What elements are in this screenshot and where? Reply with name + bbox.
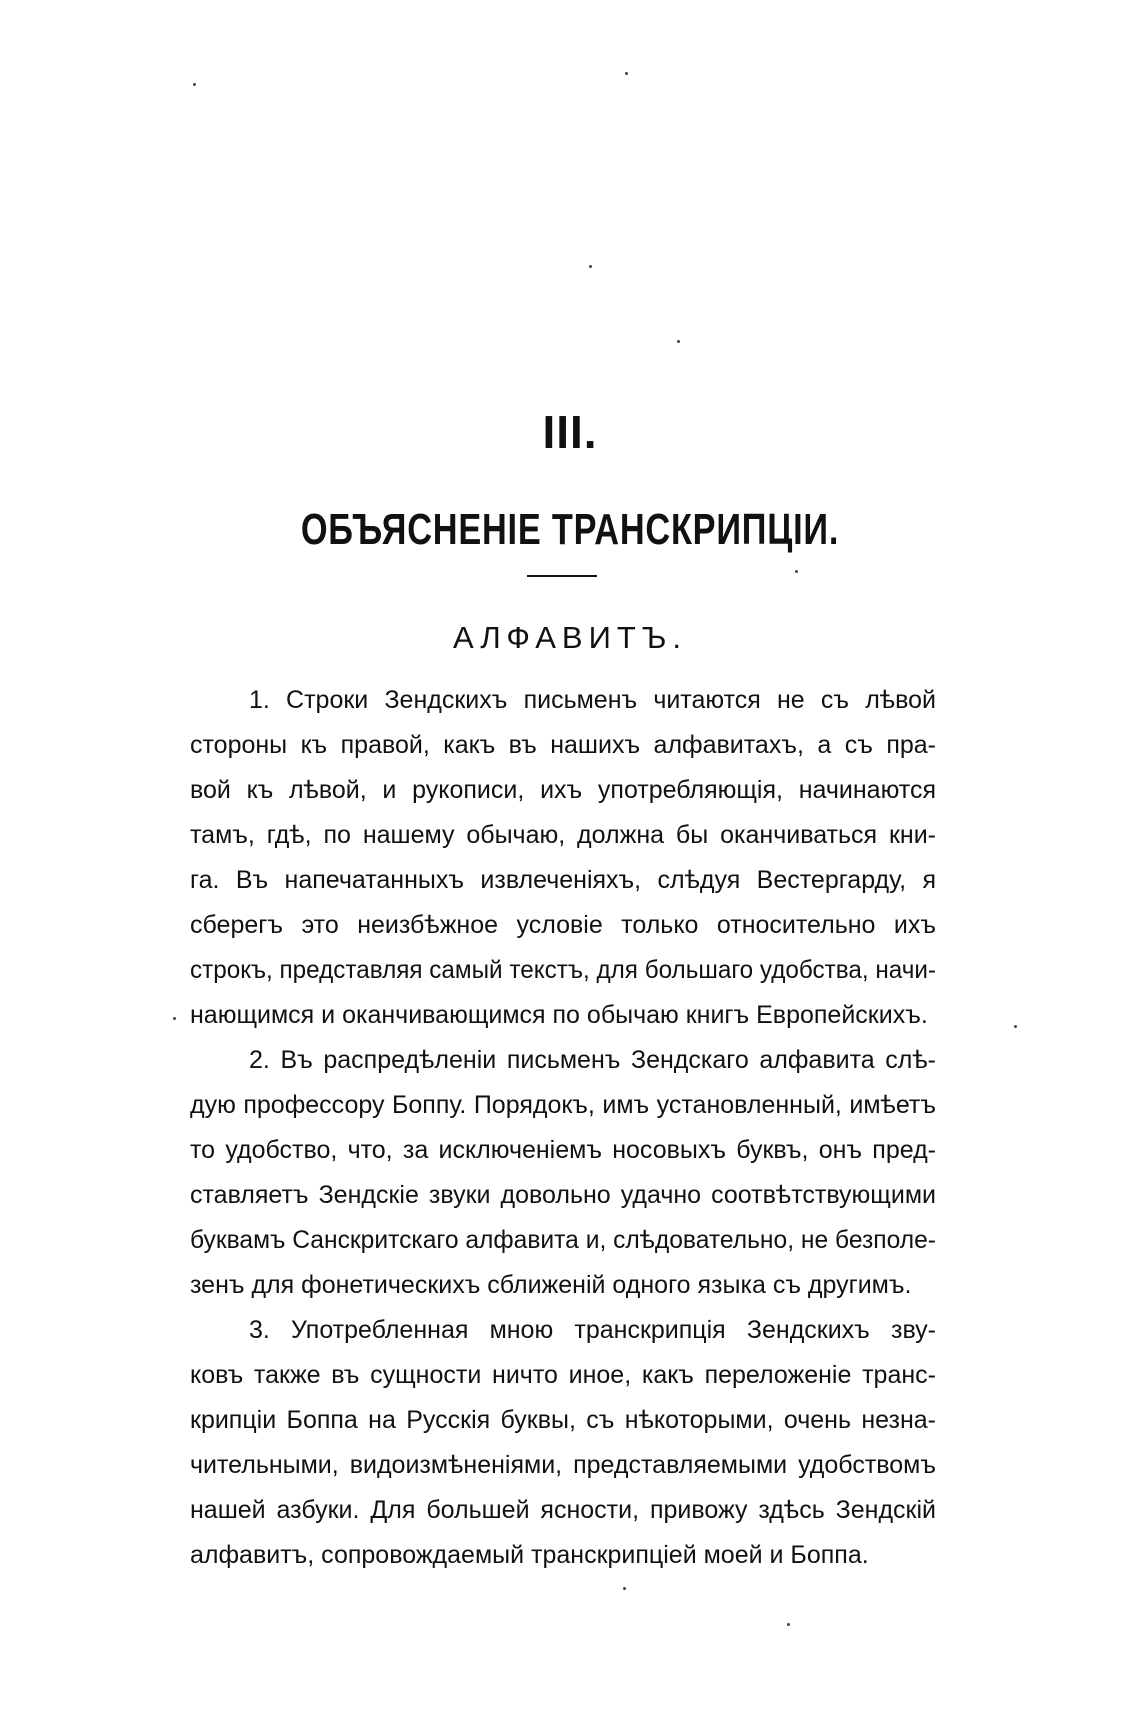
scan-speck [1014,1025,1017,1028]
scan-speck [795,570,798,573]
text-line: то удобство, что, за исключеніемъ носовыхъ буквъ, онъ пред- [190,1136,936,1164]
text-line: га. Въ напечатанныхъ извлеченіяхъ, слѣдуя Вестергарду, я [190,866,936,894]
text-line: 3. Употребленная мною транскрипція Зендскихъ зву- [249,1316,936,1344]
divider-rule [527,575,597,577]
scan-speck [625,72,628,75]
scan-speck [623,1587,626,1590]
text-line: чительными, видоизмѣненіями, представляемыми удобствомъ [190,1451,936,1479]
text-line: тамъ, гдѣ, по нашему обычаю, должна бы оканчиваться кни- [190,821,936,849]
scan-speck [787,1623,790,1626]
scan-speck [193,83,196,86]
text-line: стороны къ правой, какъ въ нашихъ алфавитахъ, а съ пра- [190,731,936,759]
chapter-title: ОБЪЯСНЕНІЕ ТРАНСКРИПЦІИ. [300,505,840,554]
text-line: нающимся и оканчивающимся по обычаю книгъ Европейскихъ. [190,1001,928,1029]
text-line: сберегъ это неизбѣжное условіе только относительно ихъ [190,911,936,939]
scan-speck [589,265,592,268]
text-line: буквамъ Санскритскаго алфавита и, слѣдовательно, не безполе- [190,1226,936,1254]
text-line: крипціи Боппа на Русскія буквы, съ нѣкоторыми, очень незна- [190,1406,936,1434]
text-line: нашей азбуки. Для большей ясности, привожу здѣсь Зендскій [190,1496,936,1524]
text-line: ковъ также въ сущности ничто иное, какъ переложеніе транс- [190,1361,936,1389]
text-line: строкъ, представляя самый текстъ, для большаго удобства, начи- [190,956,937,984]
part-number: III. [542,406,598,458]
text-line: дую профессору Боппу. Порядокъ, имъ установленный, имѣетъ [190,1091,936,1119]
text-line: алфавитъ, сопровождаемый транскрипціей моей и Боппа. [190,1541,869,1569]
section-title: АЛФАВИТЪ. [453,620,687,655]
text-line: 1. Строки Зендскихъ письменъ читаются не съ лѣвой [249,686,936,714]
text-line: вой къ лѣвой, и рукописи, ихъ употребляющія, начинаются [190,776,936,804]
scan-speck [173,1017,176,1020]
text-line: 2. Въ распредѣленіи письменъ Зендскаго алфавита слѣ- [249,1046,936,1074]
scan-speck [677,340,680,343]
text-line: ставляетъ Зендскіе звуки довольно удачно соотвѣтствующими [190,1181,936,1209]
body-text [190,678,936,1578]
text-line: зенъ для фонетическихъ сближеній одного языка съ другимъ. [190,1271,912,1299]
